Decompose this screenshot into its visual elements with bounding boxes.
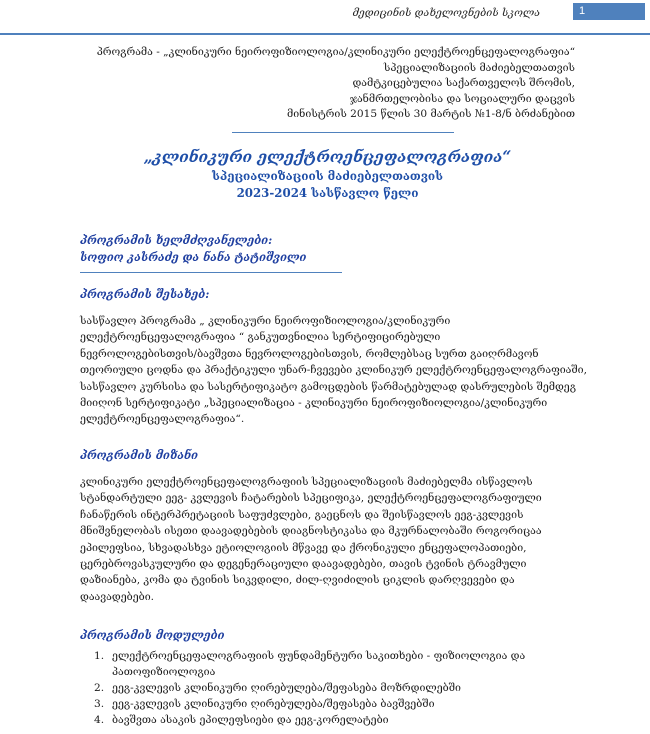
paragraph-line: სასწავლო კურსისა და სასერტიფიკატო გამოცდების წარმატებულად დასრულების შემდეგ — [80, 380, 576, 393]
title-divider — [232, 132, 454, 133]
list-item-text: ეეგ-კვლევის კლინიკური ღირებულება/შეფასება ბავშვებში — [112, 698, 435, 710]
goal-heading: პროგრამის მიზანი — [80, 448, 199, 462]
approval-line: მინისტრის 2015 წლის 30 მარტის №1-8/ნ ბრძანებით — [287, 108, 575, 121]
list-item — [80, 696, 585, 712]
paragraph-line: დაზიანება, კომა და ტვინის სიკვდილი, ძილ-ღვიძილის ციკლის დარღვევები და — [80, 574, 515, 587]
paragraph-line: ნევროლოგებისთვის/ბავშვთა ნევროლოგებისთვის, რომლებსაც სურთ გაიღრმავონ — [80, 347, 539, 360]
paragraph-line: ცერებროვასკულური და დეგენერაციული დაავადებები, თავის ტვინის ტრავმული — [80, 558, 527, 571]
paragraph-line: კლინიკური ელექტროენცეფალოგრაფიის სპეციალიზაციის მაძიებელმა ისწავლოს — [80, 476, 533, 488]
paragraph-line: მიიღონ სერტიფიკატი „სპეციალიზაცია - კლინიკური ნეიროფიზიოლოგია/კლინიკური — [80, 397, 548, 410]
approval-line: დამტკიცებულია საქართველოს შრომის, — [352, 77, 575, 90]
approval-note — [80, 45, 575, 123]
list-item — [80, 648, 585, 680]
page-header — [0, 0, 650, 30]
list-item — [80, 712, 585, 728]
about-paragraph — [80, 313, 585, 428]
list-item-text: ეეგ-კვლევის კლინიკური ღირებულება/შეფასება მოზრდილებში — [112, 682, 461, 694]
modules-heading: პროგრამის მოდულები — [80, 628, 225, 642]
list-item — [80, 680, 585, 696]
paragraph-line: მნიშვნელობას ისეთი დაავადებების დიაგნოსტიკასა და მკურნალობაში როგორიცაა — [80, 525, 542, 538]
paragraph-line: ჩანაწერის ინტერპრეტაციის საფუძვლები, გაეცნოს და შეისწავლოს ეეგ-კვლევის — [80, 508, 524, 521]
goal-paragraph — [80, 474, 585, 605]
approval-line: სპეციალიზაციის მაძიებელთათვის — [383, 61, 575, 74]
paragraph-line: ელექტროენცეფალოგრაფია “ განკუთვნილია სერტიფიცირებული — [80, 331, 441, 344]
paragraph-line: სტანდარტული ეეგ- კვლევის ჩატარების სპეციფიკა, ელექტროენცეფალოგრაფიული — [80, 492, 542, 505]
list-item-text: ბავშვთა ასაკის ეპილეფსიები და ეეგ-კორელატები — [112, 714, 389, 726]
leaders-heading: პროგრამის ხელმძღვანელები: — [80, 233, 273, 247]
list-item-number: 3. — [94, 698, 105, 710]
header-school-title: მედიცინის დახელოვნების სკოლა — [352, 7, 540, 19]
list-item-number: 4. — [94, 714, 105, 726]
leaders-names: სოფიო კასრაძე და ნანა ტატიშვილი — [80, 250, 307, 264]
academic-year: 2023-2024 სასწავლო წელი — [236, 186, 419, 200]
leaders-divider — [80, 272, 342, 273]
paragraph-line: დაავადებები. — [80, 590, 155, 603]
approval-line: პროგრამა - „კლინიკური ნეიროფიზიოლოგია/კლინიკური ელექტროენცეფალოგრაფია“ — [96, 46, 575, 58]
list-item-text: ელექტროენცეფალოგრაფიის ფუნდამენტური საკითხები - ფიზიოლოგია და — [112, 650, 526, 662]
list-item-text: პათოფიზიოლოგია — [112, 666, 216, 678]
paragraph-line: თეორიული ცოდნა და პრაქტიკული უნარ-ჩვევები კლინიკურ ელექტროენცეფალოგრაფიაში, — [80, 364, 587, 377]
page-number-badge: 1 — [573, 3, 645, 20]
approval-line: ჯანმრთელობისა და სოციალური დაცვის — [349, 92, 575, 105]
program-title-block — [80, 146, 575, 202]
header-divider — [0, 33, 650, 35]
modules-list — [80, 648, 585, 728]
list-item-number: 1. — [94, 650, 105, 662]
about-heading: პროგრამის შესახებ: — [80, 287, 210, 301]
paragraph-line: ელექტროენცეფალოგრაფია“. — [80, 413, 245, 426]
list-item-number: 2. — [94, 682, 105, 694]
program-subtitle: სპეციალიზაციის მაძიებელთათვის — [212, 169, 443, 183]
program-title: „კლინიკური ელექტროენცეფალოგრაფია“ — [143, 147, 512, 166]
paragraph-line: სასწავლო პროგრამა „ კლინიკური ნეიროფიზიოლოგია/კლინიკური — [80, 315, 451, 327]
paragraph-line: ეპილეფსია, სხვადასხვა ეტიოლოგიის მწვავე და ქრონიკული ენცეფალოპათიები, — [80, 541, 527, 554]
